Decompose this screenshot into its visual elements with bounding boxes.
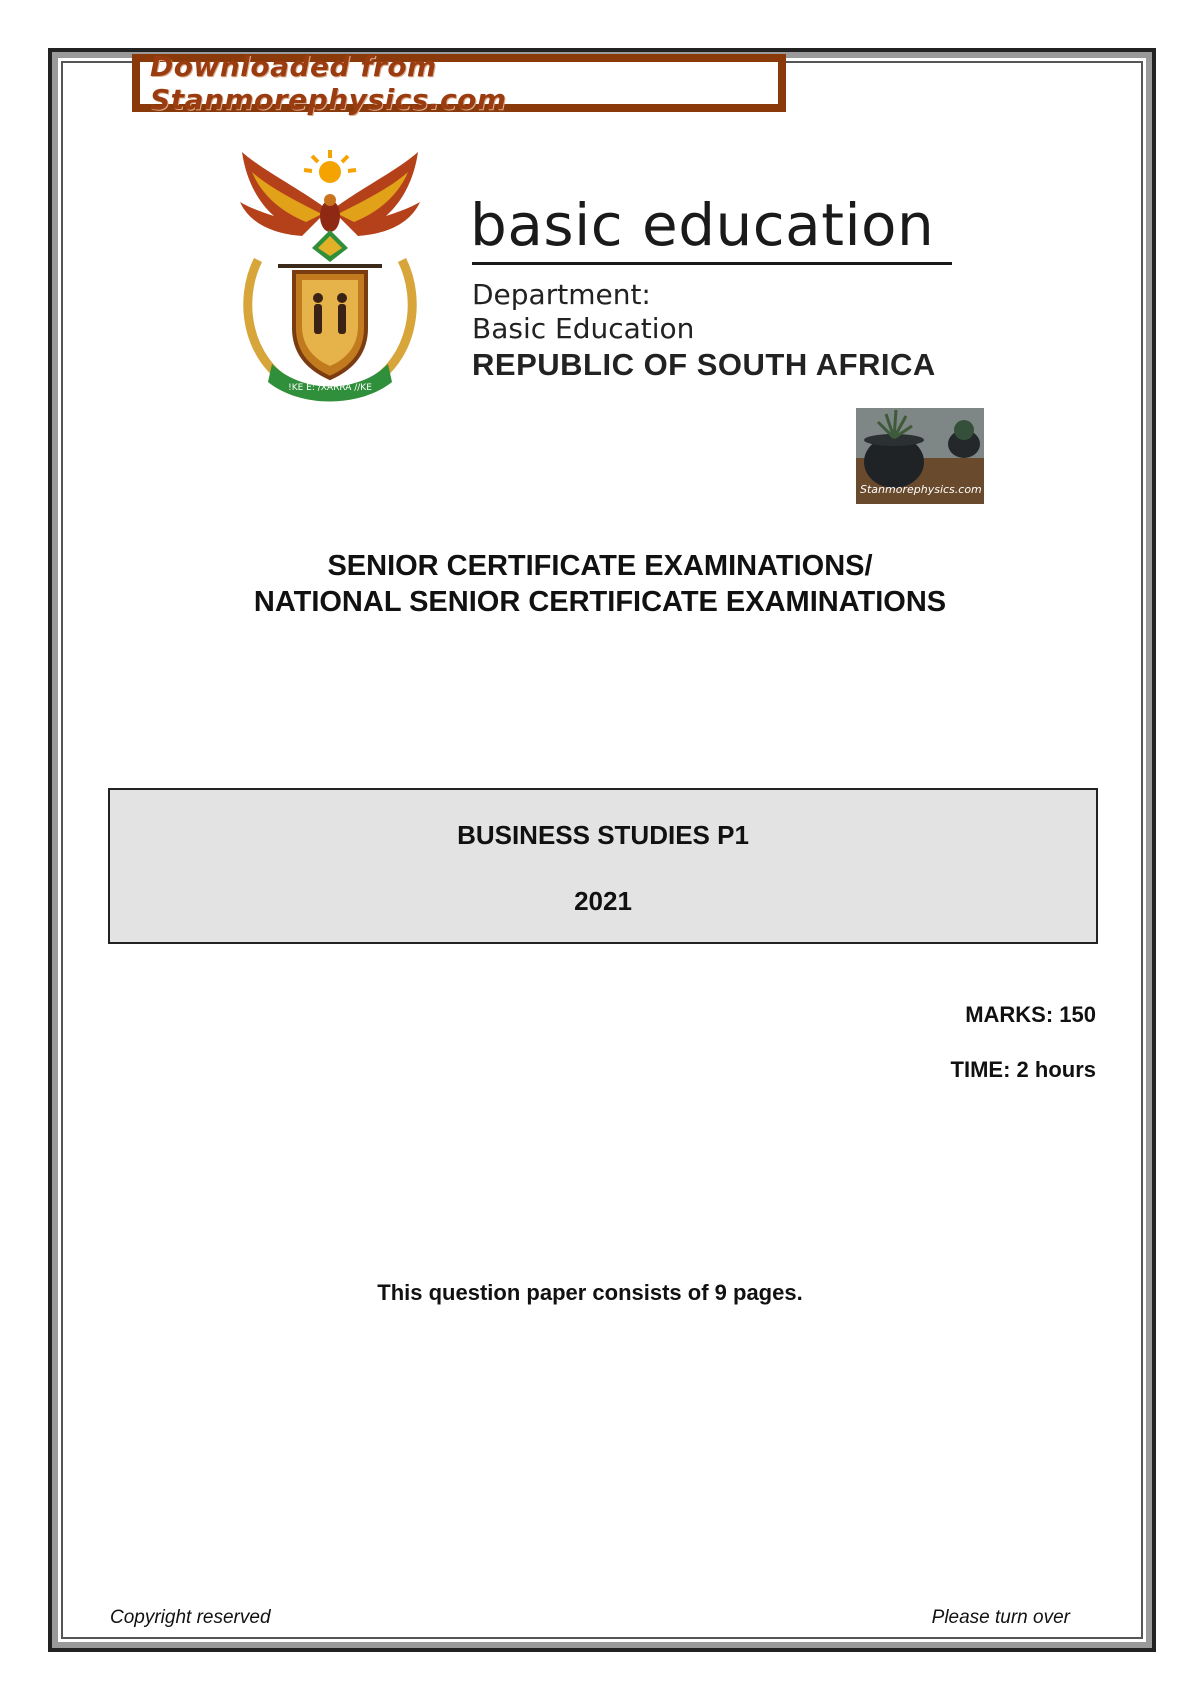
subject-box	[108, 788, 1098, 944]
potted-plants-photo-icon	[856, 408, 984, 504]
country-name: REPUBLIC OF SOUTH AFRICA	[472, 347, 936, 382]
pages-note: This question paper consists of 9 pages.	[377, 1280, 803, 1305]
exam-title-line2: NATIONAL SENIOR CERTIFICATE EXAMINATIONS	[253, 586, 947, 618]
download-banner-text: Downloaded from Stanmorephysics.com	[150, 50, 507, 116]
south-africa-coat-of-arms-icon	[232, 150, 428, 402]
subject-year: 2021	[574, 886, 632, 916]
time-label: TIME: 2 hours	[950, 1057, 1096, 1082]
department-name: Basic Education	[472, 312, 695, 345]
crest-motto: !KE E: /XARRA //KE	[288, 383, 372, 393]
marks-label: MARKS: 150	[965, 1002, 1096, 1027]
exam-title-line1: SENIOR CERTIFICATE EXAMINATIONS/	[327, 550, 873, 582]
brand-title: basic education	[470, 191, 935, 259]
department-label: Department:	[472, 278, 651, 311]
copyright-note: Copyright reserved	[110, 1607, 271, 1628]
download-banner[interactable]	[132, 50, 786, 116]
turn-over-note: Please turn over	[931, 1607, 1070, 1628]
rising-sun-icon	[304, 150, 356, 183]
brand-divider	[472, 262, 952, 265]
photo-caption: Stanmorephysics.com	[860, 483, 982, 496]
subject-name: BUSINESS STUDIES P1	[457, 820, 749, 850]
